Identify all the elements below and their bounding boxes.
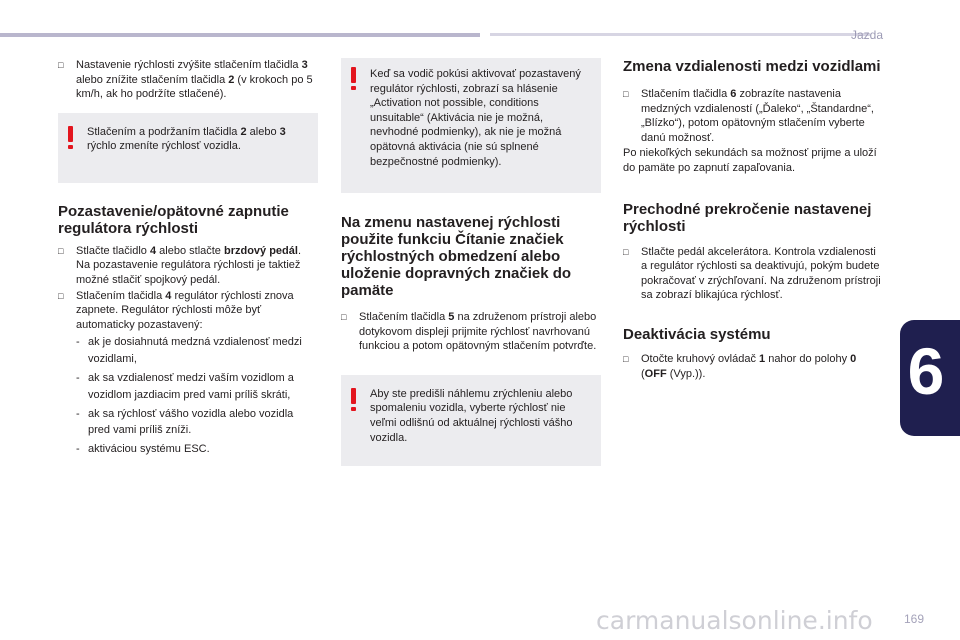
list-item: - aktiváciou systému ESC. bbox=[76, 443, 210, 456]
square-bullet-icon: □ bbox=[623, 353, 629, 364]
exclamation-warning-icon bbox=[351, 388, 357, 411]
bullet-resume: □ Stlačením tlačidla 4 regulátor rýchlosti znova zapnete. Regulátor rýchlosti môže byť automaticky pozastavený: bbox=[58, 289, 294, 331]
header-rule-secondary bbox=[490, 33, 870, 36]
square-bullet-icon: □ bbox=[341, 312, 347, 322]
list-item: - ak sa rýchlosť vášho vozidla alebo vozidla pred vami príliš zníži. bbox=[76, 407, 294, 437]
heading-pause-resume: Pozastavenie/opätovné zapnutie regulátora rýchlosti bbox=[58, 202, 289, 237]
column-1 bbox=[58, 58, 318, 458]
header-rule bbox=[0, 33, 480, 37]
section-title: Jazda bbox=[851, 28, 884, 42]
warning-box-activation: Keď sa vodič pokúsi aktivovať pozastavený regulátor rýchlosti, zobrazí sa hlásenie „Activation not possible, conditions unsuitable“ (Aktivácia nie je možná, nevhodné podmienky), ak nie je možná opätovná aktivácia (nie sú splnené bezpečnostné podmienky). bbox=[341, 58, 601, 193]
column-3 bbox=[623, 58, 883, 382]
bullet-accept-speed: □ Stlačením tlačidla 5 na združenom prístroji alebo dotykovom displeji prijmite rýchlosť navrhovanú funkciou a potom opätovným stlačením potvrďte. bbox=[341, 311, 597, 353]
heading-speed-limit-recognition: Na zmenu nastavenej rýchlosti použite funkciu Čítanie značiek rýchlostných obmedzení alebo uloženie dopravných značiek do pamäte bbox=[341, 214, 572, 299]
list-item: - ak je dosiahnutá medzná vzdialenosť medzi vozidlami, bbox=[76, 336, 302, 366]
square-bullet-icon: □ bbox=[58, 245, 64, 256]
bullet-distance-settings: □ Stlačením tlačidla 6 zobrazíte nastavenia medzných vzdialeností („Ďaleko“, „Štandardne“, „Blízko“), potom opätovným stlačením vyberte danú možnosť. bbox=[623, 88, 874, 144]
heading-distance-change: Zmena vzdialenosti medzi vozidlami bbox=[623, 58, 881, 75]
warning-box-acceleration: Aby ste predišli náhlemu zrýchleniu alebo spomaleniu vozidla, vyberte rýchlosť nie veľmi odlišnú od aktuálnej rýchlosti vášho vozidla. bbox=[341, 375, 601, 466]
paragraph-distance-saved: Po niekoľkých sekundách sa možnosť prijme a uloží do pamäte po zapnutí zapaľovania. bbox=[623, 147, 877, 174]
bullet-pause: □ Stlačte tlačidlo 4 alebo stlačte brzdový pedál. Na pozastavenie regulátora rýchlosti je taktiež možné stlačiť spojkový pedál. bbox=[58, 244, 302, 286]
column-2 bbox=[341, 58, 601, 466]
warning-box-quick-change: Stlačením a podržaním tlačidla 2 alebo 3 rýchlo zmeníte rýchlosť vozidla. bbox=[58, 113, 318, 183]
heading-deactivation: Deaktivácia systému bbox=[623, 325, 771, 343]
square-bullet-icon: □ bbox=[623, 89, 629, 99]
page-number: 169 bbox=[904, 612, 925, 626]
square-bullet-icon: □ bbox=[58, 290, 64, 301]
list-item: - ak sa vzdialenosť medzi vaším vozidlom a vozidlom jazdiacim pred vami príliš skráti, bbox=[76, 371, 294, 401]
square-bullet-icon: □ bbox=[623, 246, 629, 257]
heading-temporary-override: Prechodné prekročenie nastavenej rýchlosti bbox=[623, 200, 872, 235]
watermark: carmanualsonline.info bbox=[596, 606, 873, 635]
exclamation-warning-icon bbox=[351, 67, 357, 90]
bullet-accelerator: □ Stlačte pedál akcelerátora. Kontrola vzdialenosti a regulátor rýchlosti sa deaktivujú, pokým budete pokračovať v zrýchľovaní. Na združenom prístroji sa zobrazí blikajúca rýchlosť. bbox=[623, 245, 881, 302]
bullet-rotate-knob: □ Otočte kruhový ovládač 1 nahor do polohy 0 (OFF (Vyp.)). bbox=[623, 352, 857, 380]
square-bullet-icon: □ bbox=[58, 60, 64, 70]
chapter-number: 6 bbox=[907, 334, 945, 408]
bullet-speed-adjust: □ Nastavenie rýchlosti zvýšite stlačením tlačidla 3 alebo znížite stlačením tlačidla 2 (v krokoch po 5 km/h, ak ho podržíte stlačené). bbox=[58, 59, 313, 101]
exclamation-warning-icon bbox=[68, 126, 74, 149]
